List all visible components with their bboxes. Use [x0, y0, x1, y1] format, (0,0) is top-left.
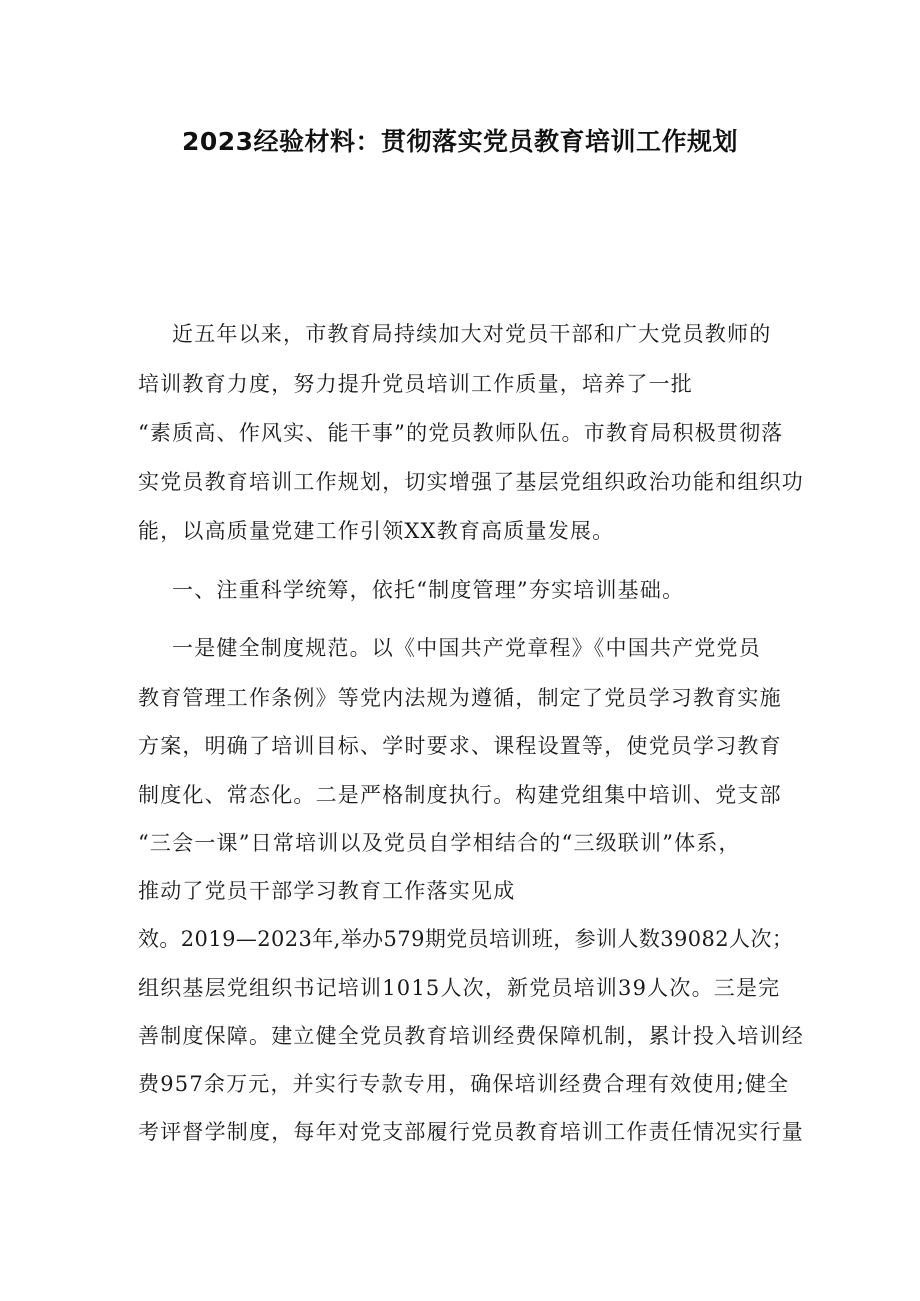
- paragraph-line: 推动了党员干部学习教育工作落实见成: [138, 879, 516, 903]
- section-heading: 一、注重科学统筹，依托“制度管理”夯实培训基础。: [172, 578, 685, 602]
- paragraph-line: 组织基层党组织书记培训1015人次，新党员培训39人次。三是完: [138, 976, 781, 1000]
- paragraph-line: 近五年以来，市教育局持续加大对党员干部和广大党员教师的: [172, 322, 772, 346]
- paragraph-line: “素质高、作风实、能干事”的党员教师队伍。市教育局积极贯彻落: [138, 421, 784, 445]
- paragraph-line: 一是健全制度规范。以《中国共产党章程》《中国共产党党员: [172, 636, 761, 660]
- paragraph-line: 费957余万元，并实行专款专用，确保培训经费合理有效使用;健全: [138, 1072, 790, 1096]
- paragraph-line: 实党员教育培训工作规划，切实增强了基层党组织政治功能和组织功: [138, 470, 804, 494]
- paragraph-line: 培训教育力度，努力提升党员培训工作质量，培养了一批: [138, 372, 693, 396]
- paragraph-line: 制度化、常态化。二是严格制度执行。构建党组集中培训、党支部: [138, 783, 782, 807]
- paragraph-line: 善制度保障。建立健全党员教育培训经费保障机制，累计投入培训经: [138, 1024, 804, 1048]
- paragraph-line: 考评督学制度，每年对党支部履行党员教育培训工作责任情况实行量: [138, 1120, 804, 1144]
- paragraph-line: “三会一课”日常培训以及党员自学相结合的“三级联训”体系，: [138, 831, 741, 855]
- paragraph-line: 方案，明确了培训目标、学时要求、课程设置等，使党员学习教育: [138, 734, 782, 758]
- paragraph-line: 能，以高质量党建工作引领XX教育高质量发展。: [138, 519, 615, 543]
- document-title: 2023经验材料：贯彻落实党员教育培训工作规划: [181, 127, 739, 156]
- paragraph-line: 教育管理工作条例》等党内法规为遵循，制定了党员学习教育实施: [138, 686, 782, 710]
- paragraph-line: 效。2019—2023年,举办579期党员培训班，参训人数39082人次；: [138, 927, 794, 951]
